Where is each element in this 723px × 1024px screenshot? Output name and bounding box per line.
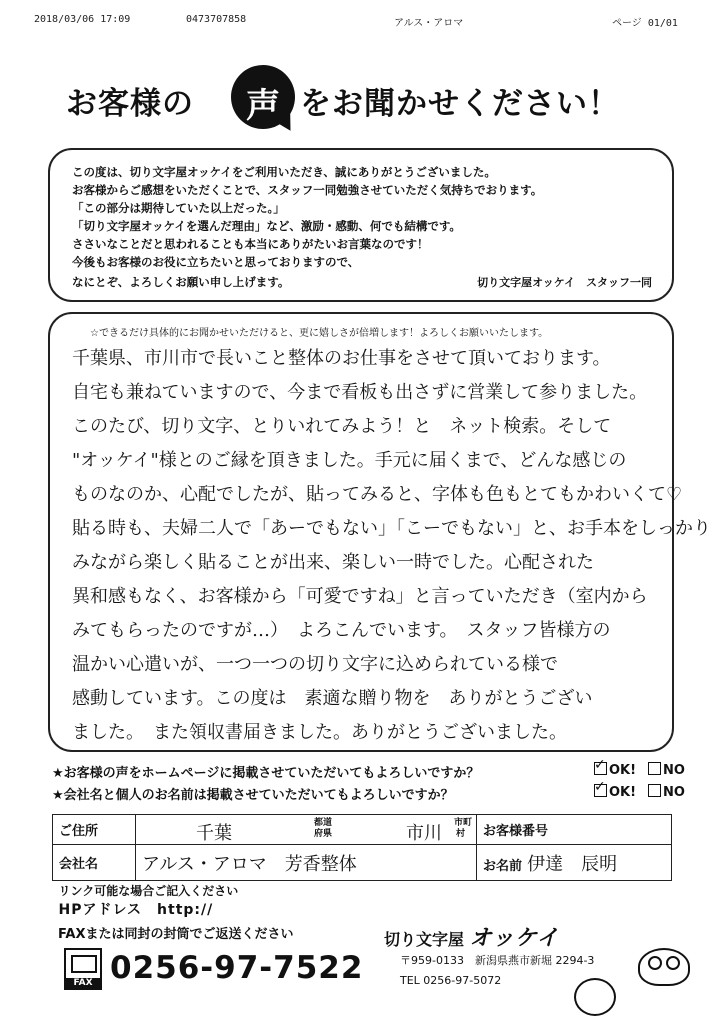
mascot-eye xyxy=(648,956,662,970)
company-label-cell xyxy=(53,845,136,881)
fax-datetime: 2018/03/06 17:09 xyxy=(34,14,131,25)
comment-lead: ☆できるだけ具体的にお聞かせいただけると、更に嬉しさが倍増します！よろしくお願いいたします。 xyxy=(90,328,549,339)
intro-line: 「切り文字屋オッケイを選んだ理由」など、激励・感動、何でも結構です。 xyxy=(72,219,461,233)
return-instruction: FAXまたは同封の封筒でご返送ください xyxy=(58,927,294,942)
comment-line: 貼る時も、夫婦二人で「あーでもない」「こーでもない」と、お手本をしっかり xyxy=(72,518,711,539)
title-highlight: 声 xyxy=(246,86,280,126)
checkbox-icon xyxy=(648,762,661,775)
comment-box xyxy=(48,312,711,752)
name-label: お名前 xyxy=(483,858,523,874)
address-label-cell xyxy=(53,815,136,845)
names-no-checkbox[interactable] xyxy=(648,784,685,800)
comment-line: 異和感もなく、お客様から「可愛ですね」と言っていただき（室内から xyxy=(72,586,648,607)
brand-name: オッケイ xyxy=(469,926,560,951)
prefecture-suffix-top: 都道 xyxy=(314,818,333,828)
comment-line: 温かい心遣いが、一つ一つの切り文字に込められている様で xyxy=(72,654,558,675)
fax-phone: 0473707858 xyxy=(186,14,247,25)
customer-number-field[interactable] xyxy=(477,815,672,845)
comment-line: ものなのか、心配でしたが、貼ってみると、字体も色もとてもかわいくて♡ xyxy=(72,484,683,505)
intro-line: なにとぞ、よろしくお願い申し上げます。 xyxy=(72,275,290,289)
intro-line: お客様からご感想をいただくことで、スタッフ一同勉強させていただく気持ちでおります。 xyxy=(72,183,543,197)
fax-sender: アルス・アロマ xyxy=(394,18,464,29)
title-prefix: お客様の xyxy=(66,86,194,122)
comment-line: ました。 また領収書届きました。ありがとうございました。 xyxy=(72,722,567,743)
intro-line: ささいなことだと思われることも本当にありがたいお言葉なのです！ xyxy=(72,237,429,251)
question-names: ★会社名と個人のお名前は掲載させていただいてもよろしいですか？ xyxy=(52,788,454,803)
customer-form xyxy=(52,814,672,921)
homepage-ok-label: OK! xyxy=(609,763,637,778)
title-suffix: をお聞かせください！ xyxy=(300,86,620,122)
link-label: リンク可能な場合ご記入ください xyxy=(58,884,239,899)
mascot-icon xyxy=(638,948,690,986)
comment-line: みてもらったのですが…） よろこんでいます。 スタッフ皆様方の xyxy=(72,620,611,641)
brand-logo xyxy=(384,921,559,952)
name-value: 伊達 辰明 xyxy=(527,853,618,875)
intro-line: この度は、切り文字屋オッケイをご利用いただき、誠にありがとうございました。 xyxy=(72,165,496,179)
brand-prefix: 切り文字屋 xyxy=(384,930,465,949)
comment-line: みながら楽しく貼ることが出来、楽しい一時でした。心配された xyxy=(72,552,594,573)
names-ok-checkbox[interactable] xyxy=(594,784,636,800)
checkbox-icon xyxy=(594,784,607,797)
page-title xyxy=(0,60,723,140)
customer-number-label: お客様番号 xyxy=(483,824,549,839)
comment-line: 感動しています。この度は 素適な贈り物を ありがとうござい xyxy=(72,688,593,709)
comment-line: "オッケイ"様とのご縁を頂きました。手元に届くまで、どんな感じの xyxy=(72,450,627,471)
postal-address: 〒959-0133 新潟県燕市新堀 2294-3 xyxy=(400,954,595,967)
stamp-mark xyxy=(574,978,616,1016)
intro-message-box xyxy=(48,148,674,302)
hp-label: HPアドレス http:// xyxy=(58,902,214,919)
comment-line: 自宅も兼ねていますので、今まで看板も出さずに営業して参りました。 xyxy=(72,382,648,403)
comment-line: 千葉県、市川市で長いこと整体のお仕事をさせて頂いております。 xyxy=(72,348,611,369)
company-label: 会社名 xyxy=(59,857,99,872)
address-field[interactable] xyxy=(136,815,477,845)
fax-icon-label: FAX xyxy=(66,978,100,988)
fax-icon xyxy=(64,948,102,990)
telephone: TEL 0256-97-5072 xyxy=(400,974,502,987)
fax-header xyxy=(0,0,723,40)
homepage-no-checkbox[interactable] xyxy=(648,762,685,778)
intro-line: 今後もお客様のお役に立ちたいと思っておりますので、 xyxy=(72,255,360,269)
fax-tray xyxy=(71,955,97,973)
city-suffix-bottom: 村 xyxy=(456,829,466,839)
hp-address-field[interactable] xyxy=(53,881,672,921)
intro-line: 「この部分は期待していた以上だった。」 xyxy=(72,201,285,215)
name-field[interactable] xyxy=(477,845,672,881)
city-value: 市川 xyxy=(406,823,442,844)
address-label: ご住所 xyxy=(59,824,99,839)
names-no-label: NO xyxy=(663,785,685,800)
fax-page: ページ 01/01 xyxy=(612,18,678,29)
checkbox-icon xyxy=(648,784,661,797)
homepage-no-label: NO xyxy=(663,763,685,778)
checkbox-icon xyxy=(594,762,607,775)
intro-signature: 切り文字屋オッケイ スタッフ一同 xyxy=(477,276,652,289)
comment-line: このたび、切り文字、とりいれてみよう！と ネット検索。そして xyxy=(72,416,612,437)
mascot-eye xyxy=(666,956,680,970)
company-field[interactable] xyxy=(136,845,477,881)
fax-number: 0256-97-7522 xyxy=(110,950,364,986)
homepage-ok-checkbox[interactable] xyxy=(594,762,636,778)
prefecture-suffix-bottom: 府県 xyxy=(314,829,333,839)
names-ok-label: OK! xyxy=(609,785,637,800)
company-value: アルス・アロマ 芳香整体 xyxy=(142,853,357,875)
city-suffix-top: 市町 xyxy=(454,818,473,828)
prefecture-value: 千葉 xyxy=(196,823,232,844)
question-homepage: ★お客様の声をホームページに掲載させていただいてもよろしいですか？ xyxy=(52,766,480,781)
